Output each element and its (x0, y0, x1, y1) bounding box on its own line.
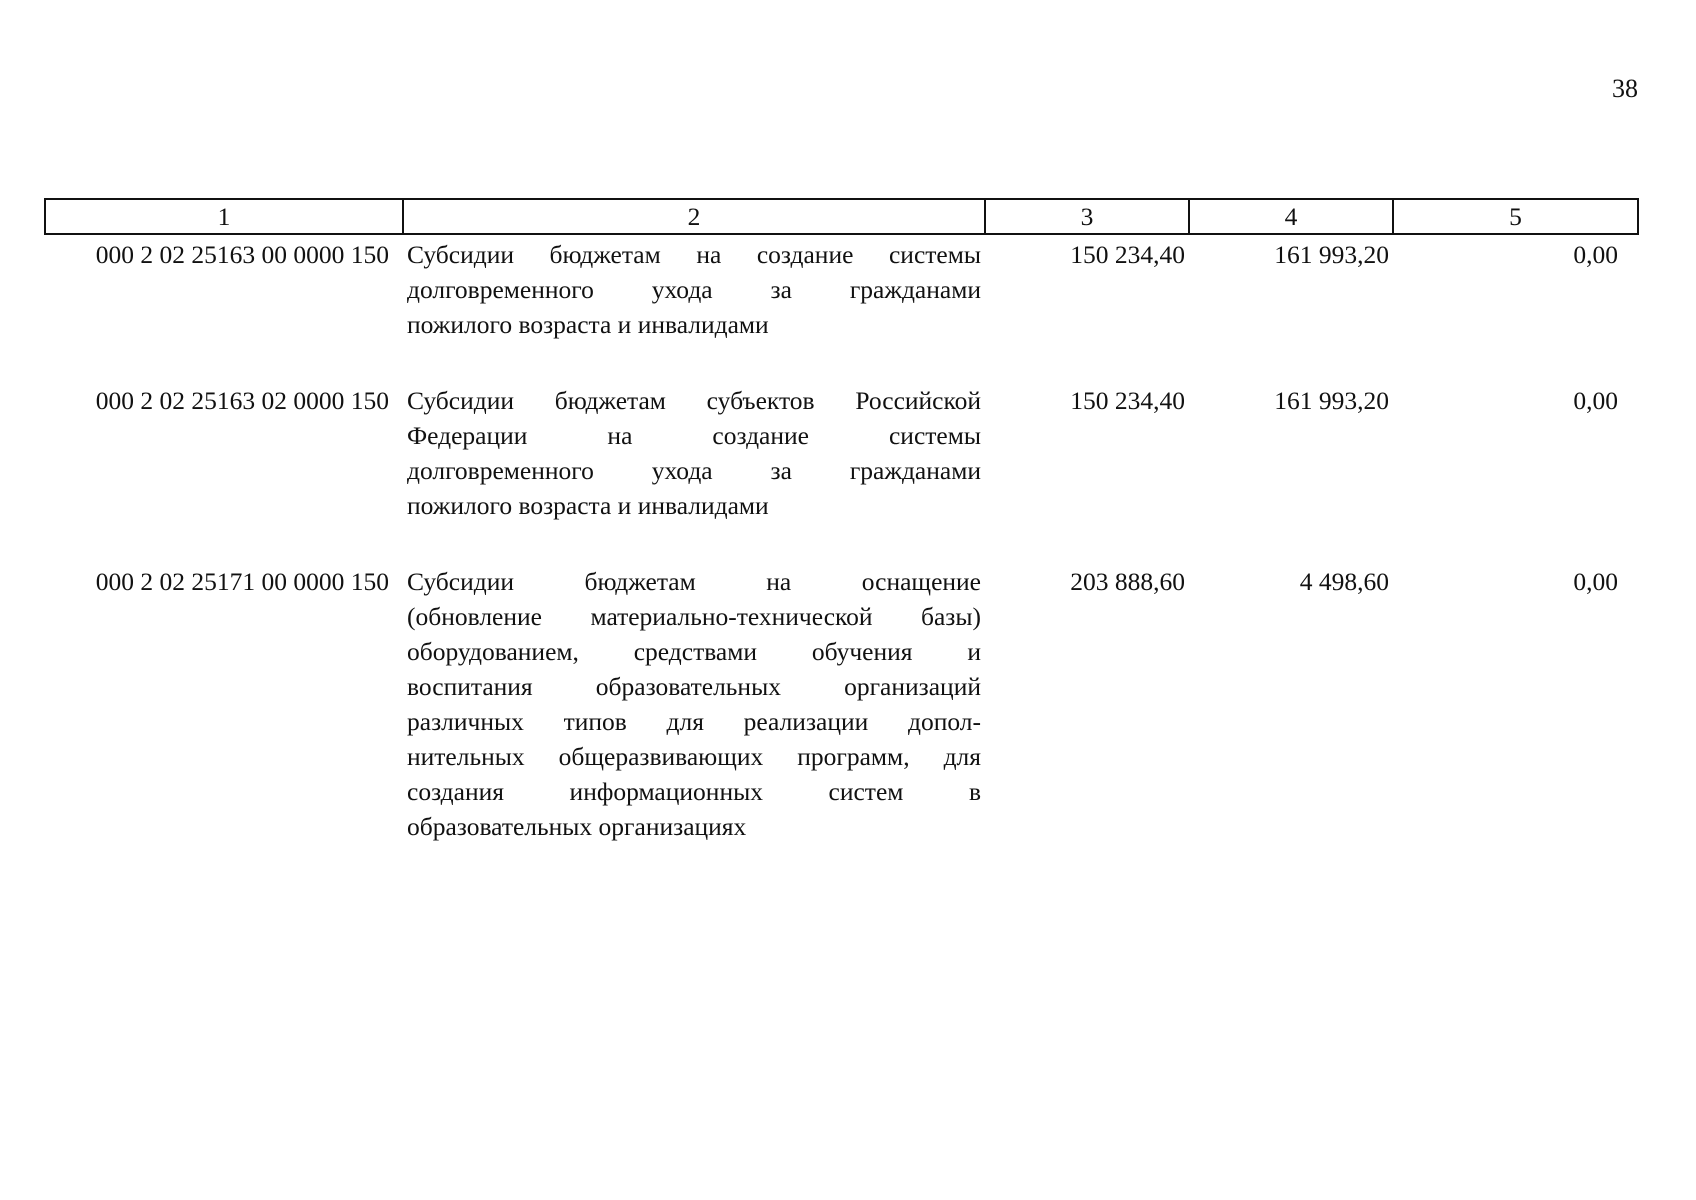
amount-col4: 161 993,20 (1274, 240, 1389, 269)
item-name-line: создания информационных систем в (407, 777, 981, 806)
table-row (45, 381, 1638, 562)
item-name (403, 234, 985, 381)
column-header-4: 4 (1189, 199, 1393, 234)
item-name-line: пожилого возраста и инвалидами (407, 310, 769, 339)
amount-col5: 0,00 (1573, 240, 1618, 269)
budget-table (44, 198, 1639, 883)
item-name-line: Субсидии бюджетам субъектов Российской (407, 386, 981, 415)
amount-col3: 203 888,60 (1070, 567, 1185, 596)
amount-col3: 150 234,40 (1070, 386, 1185, 415)
table-row (45, 562, 1638, 883)
column-header-3: 3 (985, 199, 1189, 234)
item-name-line: воспитания образовательных организаций (407, 672, 981, 701)
table-header-row (45, 199, 1638, 234)
item-name-line: нительных общеразвивающих программ, для (407, 742, 981, 771)
item-name-line: Субсидии бюджетам на создание системы (407, 240, 981, 269)
item-name (403, 381, 985, 562)
amount-col4: 161 993,20 (1274, 386, 1389, 415)
column-header-5: 5 (1393, 199, 1638, 234)
item-name-line: образовательных организациях (407, 812, 747, 841)
amount-col4: 4 498,60 (1299, 567, 1389, 596)
budget-code: 000 2 02 25163 00 0000 150 (95, 240, 389, 269)
page-number: 38 (1612, 74, 1638, 103)
amount-col5: 0,00 (1573, 386, 1618, 415)
item-name-line: Федерации на создание системы (407, 421, 981, 450)
amount-col3: 150 234,40 (1070, 240, 1185, 269)
item-name-line: (обновление материально-технической базы) (407, 602, 981, 631)
budget-code: 000 2 02 25163 02 0000 150 (95, 386, 389, 415)
item-name (403, 562, 985, 883)
item-name-line: Субсидии бюджетам на оснащение (407, 567, 981, 596)
column-header-1: 1 (45, 199, 403, 234)
table-row (45, 234, 1638, 381)
item-name-line: различных типов для реализации допол- (407, 707, 981, 736)
item-name-line: оборудованием, средствами обучения и (407, 637, 981, 666)
item-name-line: долговременного ухода за гражданами (407, 275, 981, 304)
budget-code: 000 2 02 25171 00 0000 150 (95, 567, 389, 596)
item-name-line: пожилого возраста и инвалидами (407, 491, 769, 520)
amount-col5: 0,00 (1573, 567, 1618, 596)
item-name-line: долговременного ухода за гражданами (407, 456, 981, 485)
column-header-2: 2 (403, 199, 985, 234)
